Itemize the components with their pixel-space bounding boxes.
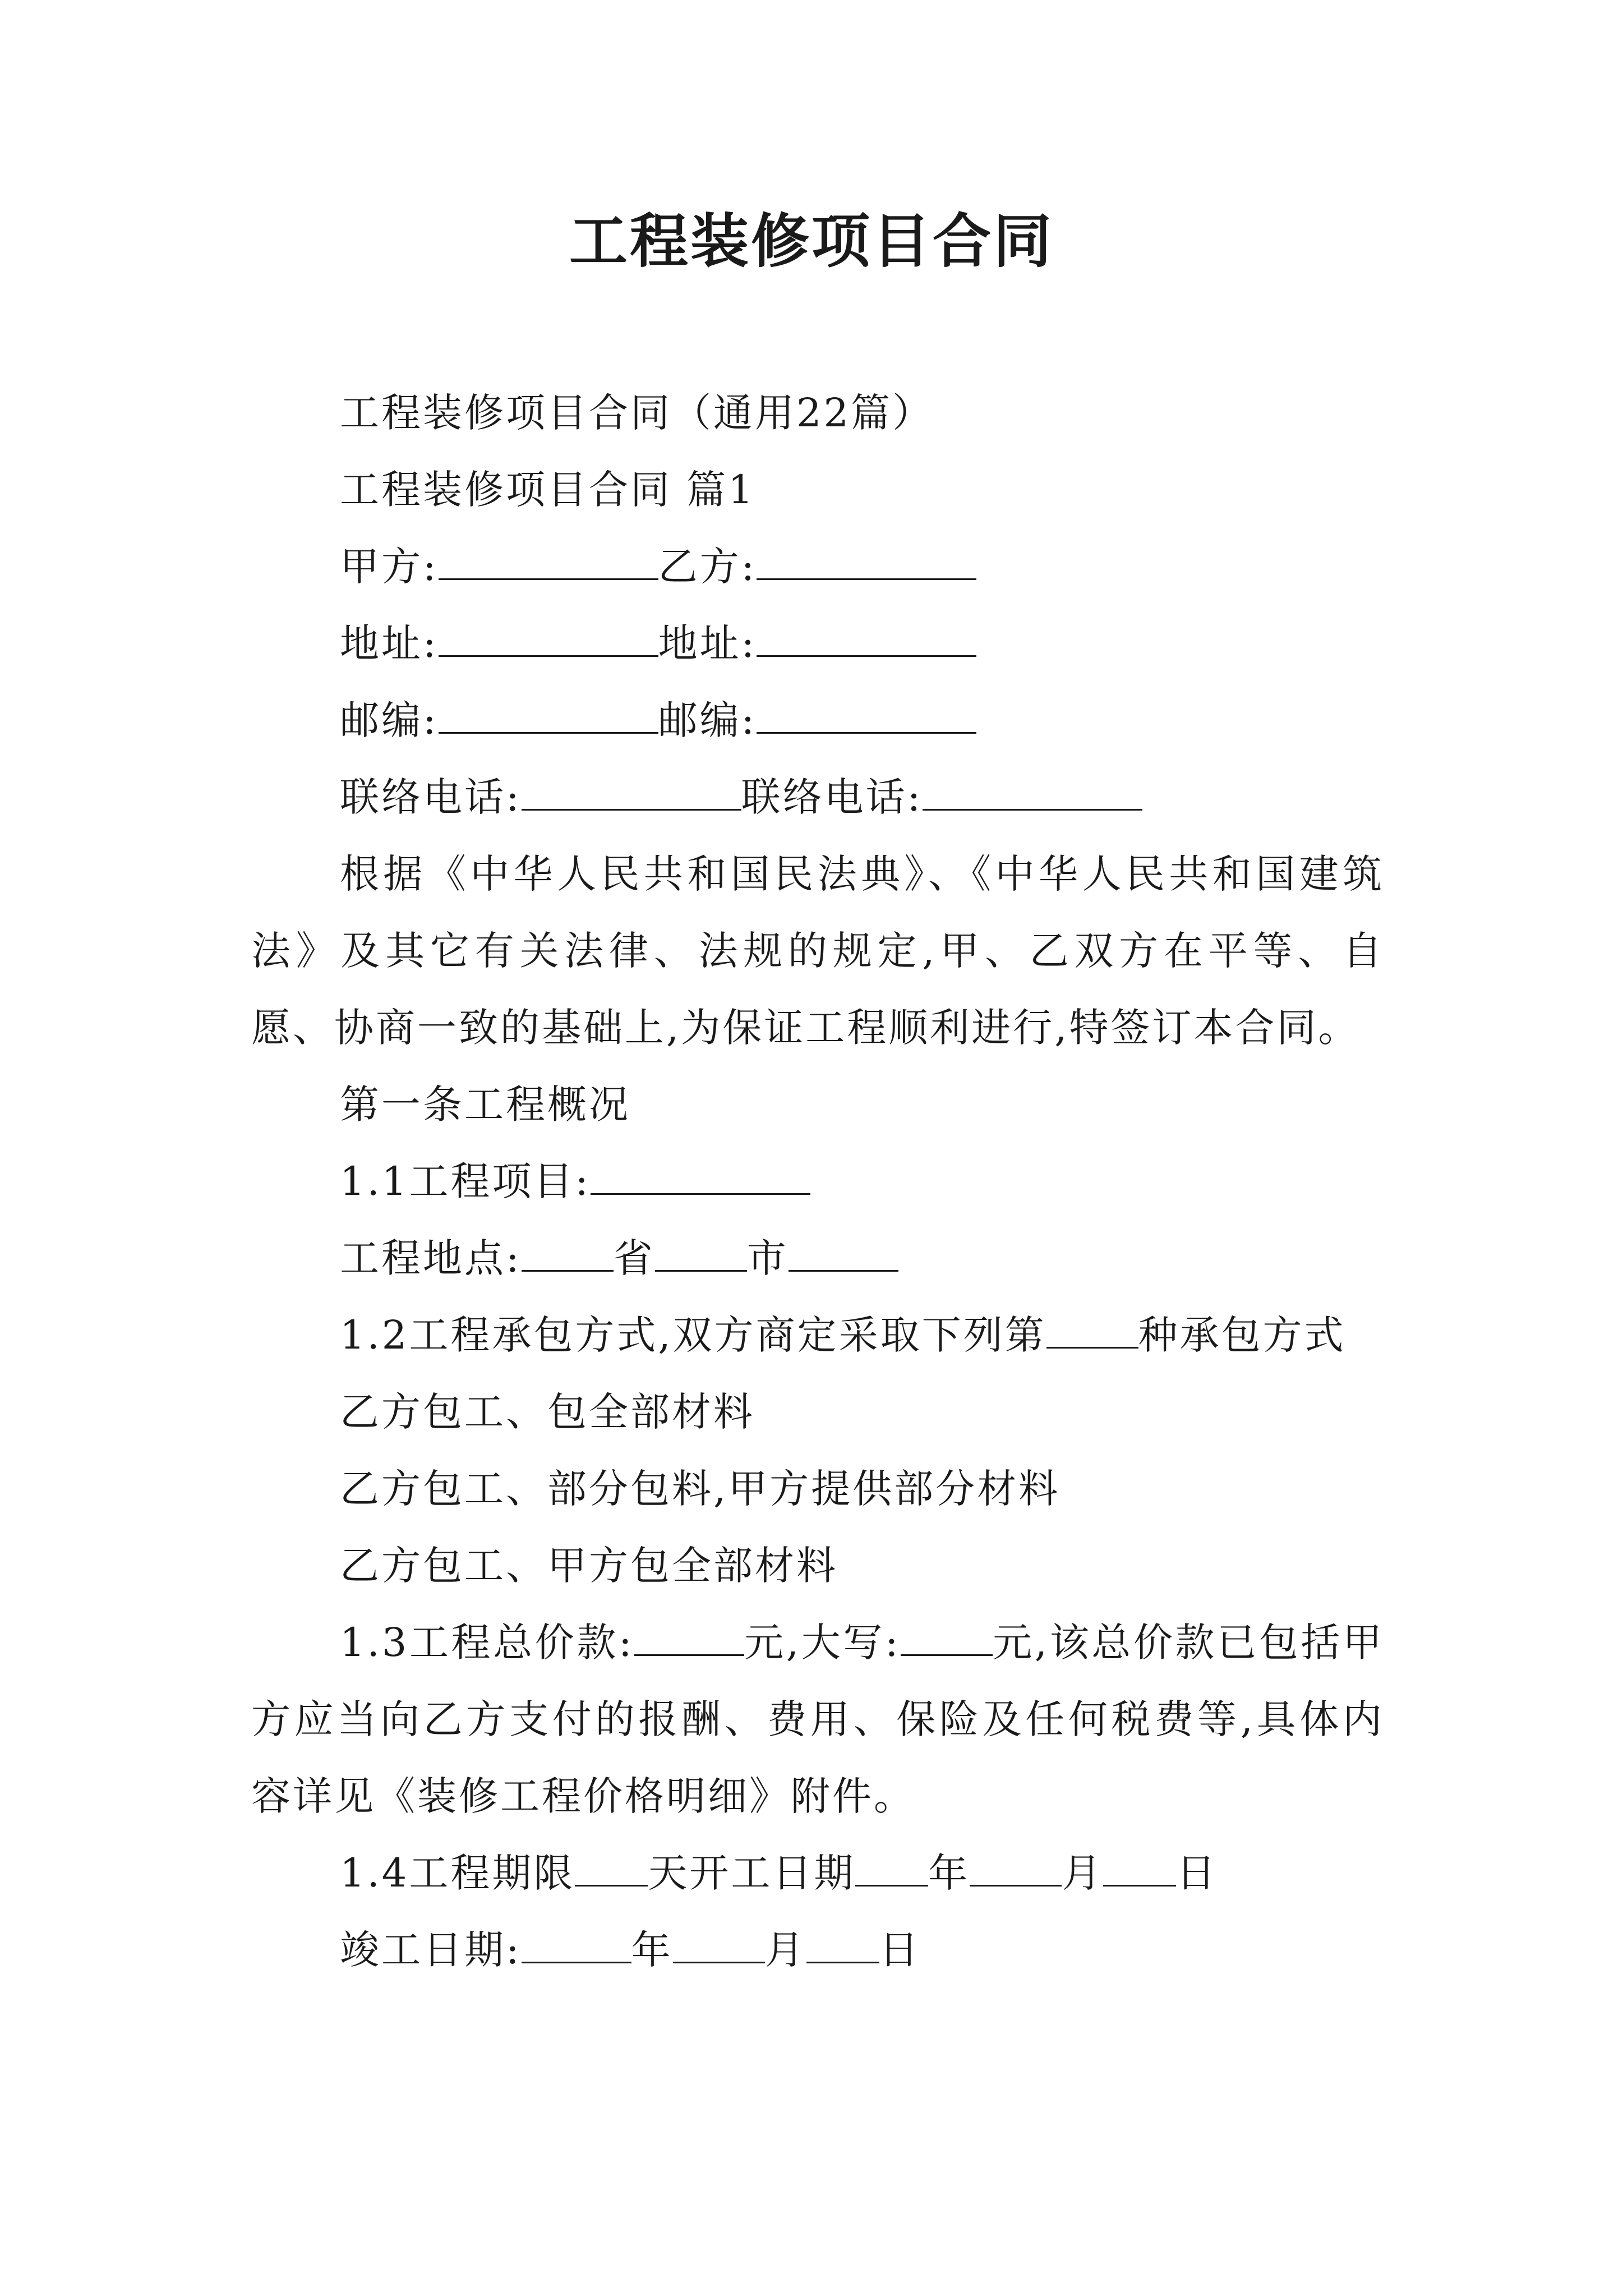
postcode-a-label: 邮编: [340, 697, 439, 743]
option-3: 乙方包工、甲方包全部材料 [340, 1543, 838, 1589]
chapter-heading: 工程装修项目合同 篇1 [340, 467, 755, 513]
price-text-pre: 1.3工程总价款: [340, 1619, 634, 1665]
start-day-label: 日 [1176, 1850, 1218, 1896]
postcode-b-blank [757, 697, 976, 734]
location-line [251, 1220, 1384, 1297]
address-a-label: 地址: [340, 620, 439, 666]
end-day-label: 日 [879, 1927, 921, 1973]
contract-mode-text-pre: 1.2工程承包方式,双方商定采取下列第 [340, 1312, 1046, 1358]
start-day-blank [1103, 1850, 1176, 1887]
option-2: 乙方包工、部分包料,甲方提供部分材料 [340, 1466, 1061, 1512]
completion-label: 竣工日期: [340, 1927, 522, 1973]
party-b-label: 乙方: [658, 544, 757, 590]
period-days-blank [575, 1850, 648, 1887]
address-b-blank [757, 620, 976, 657]
postcode-line [251, 682, 1384, 759]
phone-a-blank [522, 774, 741, 811]
start-month-label: 月 [1062, 1850, 1104, 1896]
end-year-blank [522, 1927, 631, 1963]
contract-mode-blank [1046, 1312, 1138, 1349]
basis-paragraph: 根据《中华人民共和国民法典》、《中华人民共和国建筑法》及其它有关法律、法规的规定,甲、乙双方在平等、自愿、协商一致的基础上,为保证工程顺利进行,特签订本合同。 [251, 851, 1384, 1051]
city-label: 市 [746, 1235, 789, 1281]
price-amount-blank [634, 1619, 744, 1656]
end-month-blank [673, 1927, 765, 1963]
start-year-blank [855, 1850, 928, 1887]
postcode-b-label: 邮编: [658, 697, 757, 743]
postcode-a-blank [439, 697, 658, 734]
period-label: 1.4工程期限 [340, 1850, 575, 1896]
location-label: 工程地点: [340, 1235, 522, 1281]
price-paragraph [251, 1604, 1384, 1835]
price-words-blank [901, 1619, 993, 1656]
address-a-blank [439, 620, 658, 657]
end-month-label: 月 [764, 1927, 806, 1973]
phone-b-label: 联络电话: [741, 774, 923, 820]
project-item-line [251, 1143, 1384, 1220]
city-blank [655, 1235, 747, 1272]
price-text-post: 元,该总价款已包括甲方应当向乙方支付的报酬、费用、保险及任何税费等,具体内容详见《装修工程价格明细》附件。 [251, 1619, 1384, 1819]
phone-line [251, 759, 1384, 836]
contract-mode-text-post: 种承包方式 [1138, 1312, 1346, 1358]
party-a-blank [439, 544, 658, 580]
contract-mode-paragraph [251, 1297, 1384, 1374]
period-line [251, 1835, 1384, 1912]
address-line [251, 605, 1384, 682]
document-body [251, 375, 1384, 1989]
option-1: 乙方包工、包全部材料 [340, 1389, 755, 1435]
end-day-blank [806, 1927, 879, 1963]
party-b-blank [757, 544, 976, 580]
completion-line [251, 1912, 1384, 1989]
address-b-label: 地址: [658, 620, 757, 666]
party-line [251, 528, 1384, 605]
period-days-label: 天开工日期 [648, 1850, 856, 1896]
subtitle-line: 工程装修项目合同（通用22篇） [340, 390, 934, 436]
start-year-label: 年 [928, 1850, 970, 1896]
article-1-heading: 第一条工程概况 [340, 1082, 630, 1128]
district-blank [789, 1235, 898, 1272]
document-title: 工程装修项目合同 [569, 206, 1054, 275]
phone-a-label: 联络电话: [340, 774, 522, 820]
project-item-blank [591, 1158, 810, 1195]
party-a-label: 甲方: [340, 544, 439, 590]
project-item-label: 1.1工程项目: [340, 1158, 591, 1204]
price-text-mid: 元,大写: [744, 1619, 901, 1665]
province-label: 省 [613, 1235, 655, 1281]
start-month-blank [970, 1850, 1062, 1887]
end-year-label: 年 [631, 1927, 673, 1973]
province-blank [522, 1235, 614, 1272]
phone-b-blank [923, 774, 1142, 811]
